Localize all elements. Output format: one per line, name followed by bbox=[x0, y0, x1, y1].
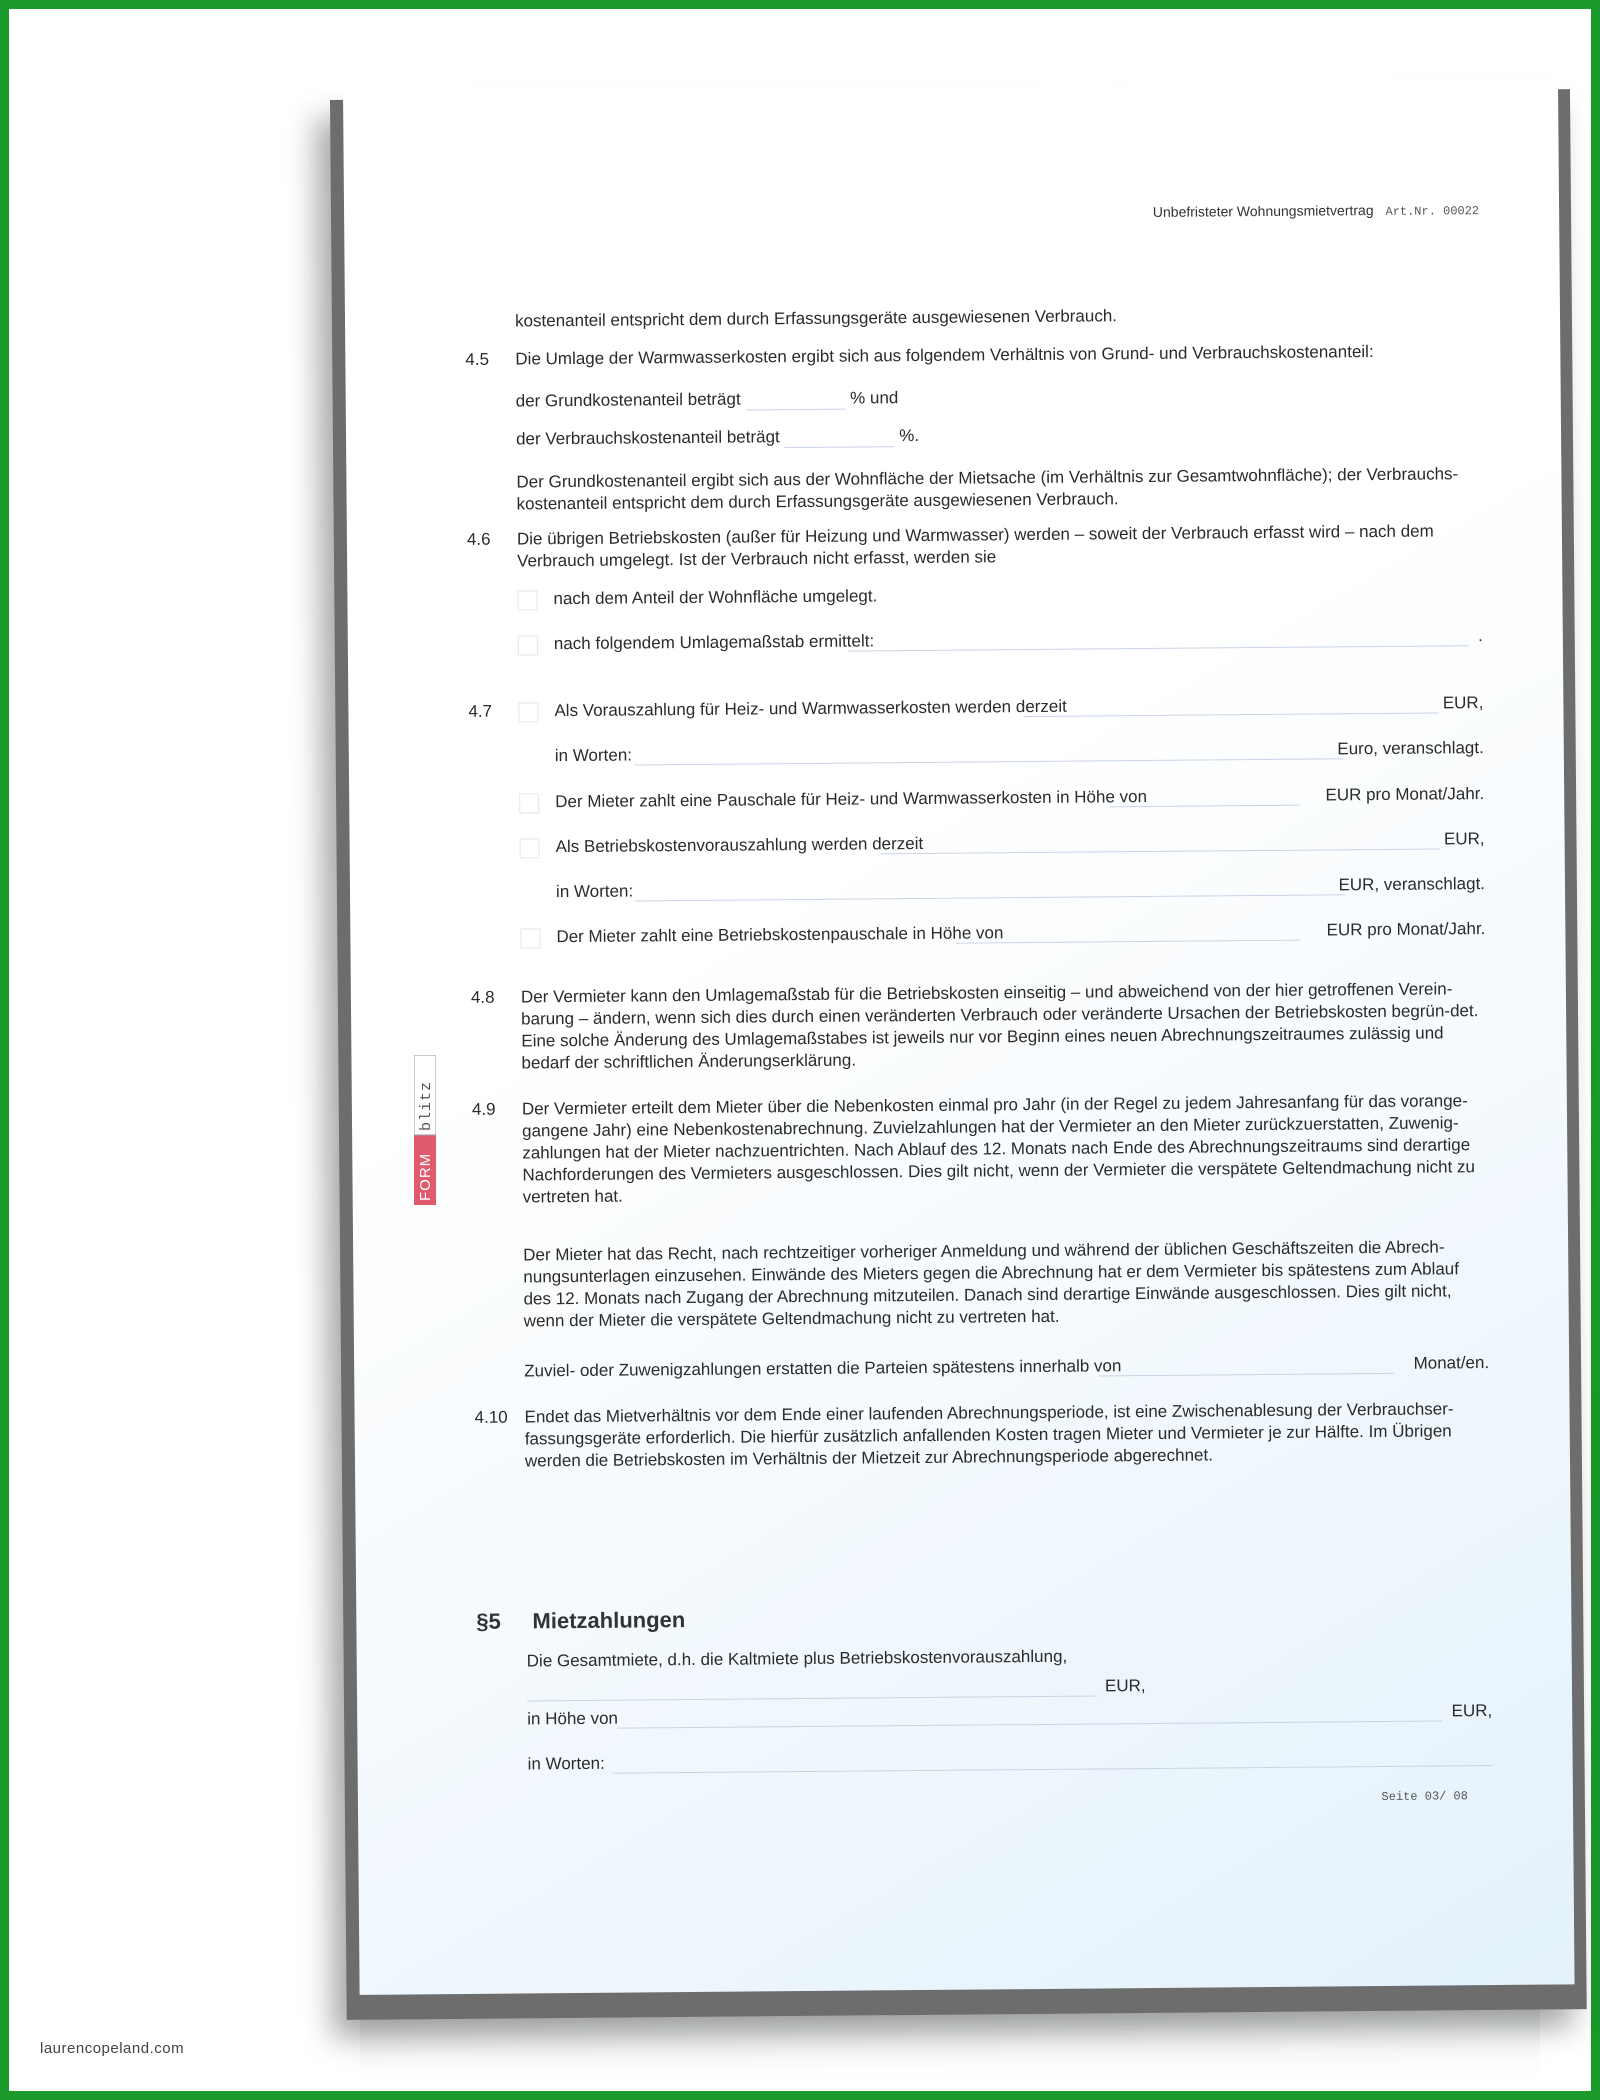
section-4-6 bbox=[466, 520, 1482, 571]
section-4-5-para bbox=[466, 463, 1481, 514]
in-worten-field-2[interactable] bbox=[635, 874, 1345, 901]
section-number: 4.10 bbox=[474, 1407, 508, 1427]
option-label: nach dem Anteil der Wohnfläche umgelegt. bbox=[553, 586, 878, 609]
row-label: in Höhe von bbox=[527, 1708, 619, 1729]
row-end: EUR, bbox=[1104, 1676, 1146, 1696]
row-in-worten-1 bbox=[469, 737, 1484, 766]
grund-label: der Grundkostenanteil beträgt bbox=[515, 389, 741, 411]
section-symbol: §5 bbox=[476, 1608, 501, 1634]
section-text: Die übrigen Betriebskosten (außer für Heizung und Warmwasser) werden – soweit der Verbrauch erfasst wird – nach dem Verbrauch umgelegt. Ist der Verbrauch nicht erfasst, werden sie bbox=[516, 521, 1434, 571]
row-label: in Worten: bbox=[554, 745, 633, 766]
section-4-8 bbox=[470, 978, 1486, 1073]
betriebskostenvorauszahlung-field[interactable] bbox=[880, 828, 1440, 854]
grund-unit: % und bbox=[850, 388, 899, 408]
section-number: 4.9 bbox=[471, 1099, 496, 1119]
document-header bbox=[1153, 198, 1479, 225]
row-betriebskostenpauschale bbox=[470, 918, 1486, 947]
row-end: EUR, veranschlagt. bbox=[1338, 874, 1486, 895]
checkbox-heizpauschale[interactable] bbox=[519, 793, 539, 813]
checkbox-betriebskostenvorauszahlung[interactable] bbox=[520, 838, 540, 858]
verbrauch-row bbox=[466, 420, 1481, 449]
row-label: Der Mieter zahlt eine Pauschale für Heiz- und Warmwasserkosten in Höhe von bbox=[555, 787, 1148, 812]
section-4-7 bbox=[468, 692, 1484, 721]
logo-form-text: FORM bbox=[417, 1152, 434, 1201]
section-text: Der Vermieter erteilt dem Mieter über die Nebenkosten einmal pro Jahr (in der Regel zu jedem Jahresanfang für das vorange-gangene Jahr) eine Nebenkostenabrechnung. Zuvielzahlungen hat der Vermieter an den Mieter zurückzuerstatten, Zuwenig-zahlungen hat der Mieter nachzuentrichten. Nach Ablauf des 12. Monats nach Ende des Abrechnungszeitraums sind derartige Nachforderungen des Vermieters ausgeschlossen. Dies gilt nicht, wenn der Vermieter die verspätete Geltendmachung nicht zu vertreten hat. bbox=[521, 1091, 1476, 1207]
worten-field[interactable] bbox=[613, 1745, 1493, 1774]
betriebskostenpauschale-field[interactable] bbox=[955, 920, 1300, 944]
section-paragraph: Der Grundkostenanteil ergibt sich aus der Wohnfläche der Mietsache (im Verhältnis zur Gesamtwohnfläche); der Verbrauchs-kostenanteil entspricht dem durch Erfassungsgeräte ausgewiesenen Verbrauch. bbox=[516, 464, 1459, 514]
section-number: 4.8 bbox=[470, 987, 495, 1007]
option-label: nach folgendem Umlagemaßstab ermittelt: bbox=[553, 631, 875, 654]
checkbox-umlagemassstab[interactable] bbox=[518, 635, 538, 655]
option-end: . bbox=[1477, 626, 1483, 646]
section-4-9 bbox=[471, 1090, 1487, 1207]
grund-field[interactable] bbox=[745, 391, 845, 411]
page-number: Seite 03/ 08 bbox=[1381, 1789, 1468, 1805]
section-text: Der Vermieter kann den Umlagemaßstab für die Betriebskosten einseitig – und abweichend von der hier getroffenen Verein-barung – ändern, wenn sich dies durch einen veränderten Verbrauch oder veränderte Ursachen der Betriebskosten begrün-det. Eine solche Änderung des Umlagemaßstabes ist jeweils nur vor Beginn eines neuen Abrechnungszeitraumes zulässig und bedarf der schriftlichen Änderungserklärung. bbox=[520, 979, 1479, 1073]
gesamtmiete-field[interactable] bbox=[527, 1675, 1097, 1701]
hoehe-field[interactable] bbox=[617, 1700, 1442, 1728]
header-title: Unbefristeter Wohnungsmietvertrag bbox=[1152, 202, 1374, 220]
section-5-line1 bbox=[477, 1642, 1492, 1671]
intro-text: kostenanteil entspricht dem durch Erfassungsgeräte ausgewiesenen Verbrauch. bbox=[514, 306, 1118, 331]
row-label: Zuviel- oder Zuwenigzahlungen erstatten die Parteien spätestens innerhalb von bbox=[524, 1356, 1122, 1381]
row-end: EUR pro Monat/Jahr. bbox=[1325, 784, 1485, 805]
section-number: 4.7 bbox=[468, 701, 493, 721]
row-end: EUR pro Monat/Jahr. bbox=[1326, 919, 1486, 940]
section-5-eur-row bbox=[477, 1672, 1492, 1696]
header-artnr: Art.Nr. 00022 bbox=[1385, 204, 1480, 219]
section-4-9-para3 bbox=[474, 1352, 1490, 1381]
section-text: Endet das Mietverhältnis vor dem Ende einer laufenden Abrechnungsperiode, ist eine Zwischenablesung der Verbrauchser-fassungsgeräte erforderlich. Die hierfür zusätzlich anfallenden Kosten tragen Mieter und Vermieter je zur Hälfte. Im Übrigen werden die Betriebskosten im Verhältnis der Mietzeit zur Abrechnungsperiode abgerechnet. bbox=[524, 1399, 1454, 1471]
formblitz-logo bbox=[414, 1055, 436, 1205]
verbrauch-label: der Verbrauchskostenanteil beträgt bbox=[515, 427, 780, 449]
grund-row bbox=[466, 382, 1481, 411]
verbrauch-field[interactable] bbox=[784, 428, 894, 448]
row-end: EUR, bbox=[1442, 693, 1484, 713]
option-wohnflaeche bbox=[467, 580, 1482, 609]
section-4-5 bbox=[465, 340, 1480, 369]
row-in-worten-2 bbox=[470, 873, 1486, 902]
section-5-title bbox=[476, 1609, 685, 1633]
watermark-text: laurencopeland.com bbox=[40, 2040, 185, 2057]
heizvorauszahlung-field[interactable] bbox=[1023, 692, 1438, 717]
checkbox-heizvorauszahlung[interactable] bbox=[518, 702, 538, 722]
document-page bbox=[343, 79, 1575, 1995]
section-text: Die Umlage der Warmwasserkosten ergibt sich aus folgendem Verhältnis von Grund- und Verbrauchskostenanteil: bbox=[515, 342, 1374, 369]
in-worten-field-1[interactable] bbox=[634, 738, 1344, 765]
section-5-worten-row bbox=[478, 1745, 1493, 1774]
row-betriebskostenvorauszahlung bbox=[470, 828, 1485, 857]
row-end: Monat/en. bbox=[1413, 1353, 1490, 1373]
section-4-10 bbox=[474, 1398, 1489, 1471]
section-number: 4.5 bbox=[465, 349, 490, 369]
intro-block bbox=[465, 302, 1480, 331]
section-4-9-para2 bbox=[473, 1236, 1488, 1331]
checkbox-wohnflaeche[interactable] bbox=[517, 590, 537, 610]
heizpauschale-field[interactable] bbox=[1109, 785, 1299, 808]
row-label: in Worten: bbox=[555, 881, 634, 902]
monate-field[interactable] bbox=[1099, 1353, 1394, 1377]
checkbox-betriebskostenpauschale[interactable] bbox=[520, 928, 540, 948]
row-label: Als Vorauszahlung für Heiz- und Warmwasserkosten werden derzeit bbox=[554, 696, 1067, 721]
verbrauch-unit: %. bbox=[899, 425, 920, 446]
row-label: Als Betriebskostenvorauszahlung werden derzeit bbox=[555, 833, 924, 857]
section-number: 4.6 bbox=[466, 529, 491, 549]
row-label: in Worten: bbox=[527, 1753, 605, 1774]
option-umlagemassstab bbox=[468, 625, 1483, 654]
section-text: Die Gesamtmiete, d.h. die Kaltmiete plus Betriebskostenvorauszahlung, bbox=[526, 1646, 1068, 1671]
row-end: EUR, bbox=[1451, 1701, 1493, 1721]
row-label: Der Mieter zahlt eine Betriebskostenpauschale in Höhe von bbox=[556, 923, 1004, 947]
section-paragraph: Der Mieter hat das Recht, nach rechtzeitiger vorheriger Anmeldung und während der üblichen Geschäftszeiten die Abrech-nungsunterlagen einzusehen. Einwände des Mieters gegen die Abrechnung hat er dem Vermieter bis spätestens zum Ablauf des 12. Monats nach Zugang der Abrechnung mitzuteilen. Danach sind derartige Einwände ausgeschlossen. Dies gilt nicht, wenn der Mieter die verspätete Geltendmachung nicht zu vertreten hat. bbox=[523, 1237, 1460, 1331]
umlagemassstab-field[interactable] bbox=[848, 625, 1469, 651]
section-heading: Mietzahlungen bbox=[532, 1607, 686, 1634]
row-end: Euro, veranschlagt. bbox=[1337, 738, 1484, 759]
row-heizpauschale bbox=[469, 783, 1485, 812]
logo-blitz-text: blitz bbox=[418, 1080, 435, 1131]
row-end: EUR, bbox=[1443, 829, 1485, 849]
